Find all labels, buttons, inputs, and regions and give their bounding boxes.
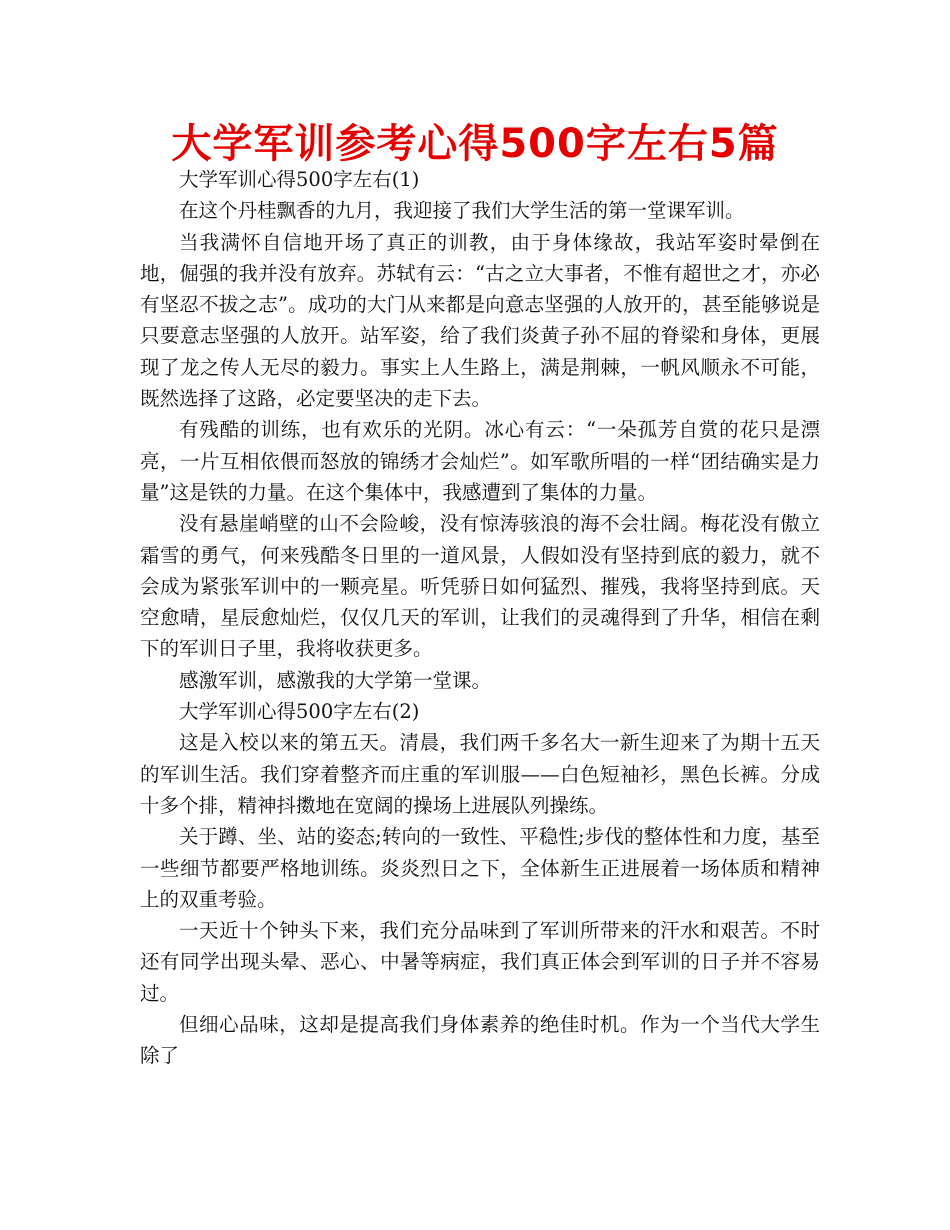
paragraph: 一天近十个钟头下来，我们充分品味到了军训所带来的汗水和艰苦。不时还有同学出现头晕、恶心、中暑等病症，我们真正体会到军训的日子并不容易过。: [140, 919, 820, 1005]
paragraph: 感激军训，感激我的大学第一堂课。: [179, 668, 492, 692]
paragraph: 关于蹲、坐、站的姿态;转向的一致性、平稳性;步伐的整体性和力度，基至一些细节都要严格地训练。炎炎烈日之下，全体新生正进展着一场体质和精神上的双重考验。: [140, 825, 820, 911]
paragraph: 这是入校以来的第五天。清晨，我们两千多名大一新生迎来了为期十五天的军训生活。我们穿着整齐而庄重的军训服——白色短袖衫，黑色长裤。分成十多个排，精神抖擞地在宽阔的操场上进展队列操练。: [140, 731, 820, 817]
paragraph: 当我满怀自信地开场了真正的训教，由于身体缘故，我站军姿时晕倒在地，倔强的我并没有放弃。苏轼有云：“古之立大事者，不惟有超世之才，亦必有坚忍不拔之志”。成功的大门从来都是向意志坚强的人放开的，甚至能够说是只要意志坚强的人放开。站军姿，给了我们炎黄子孙不屈的脊梁和身体，更展现了龙之传人无尽的毅力。事实上人生路上，满是荆棘，一帆风顺永不可能，既然选择了这路，必定要坚决的走下去。: [140, 230, 820, 411]
paragraph: 没有悬崖峭壁的山不会险峻，没有惊涛骇浪的海不会壮阔。梅花没有傲立霜雪的勇气，何来残酷冬日里的一道风景，人假如没有坚持到底的毅力，就不会成为紧张军训中的一颗亮星。听凭骄日如何猛烈、摧残，我将坚持到底。天空愈晴，星辰愈灿烂，仅仅几天的军训，让我们的灵魂得到了升华，相信在剩下的军训日子里，我将收获更多。: [140, 512, 820, 661]
section-heading-1: 大学军训心得500字左右(1): [179, 168, 420, 191]
document-title: 大学军训参考心得500字左右5篇: [171, 121, 779, 167]
paragraph: 在这个丹桂飘香的九月，我迎接了我们大学生活的第一堂课军训。: [179, 199, 745, 223]
section-heading-2: 大学军训心得500字左右(2): [179, 700, 420, 724]
paragraph: 但细心品味，这却是提高我们身体素养的绝佳时机。作为一个当代大学生除了: [140, 1013, 820, 1068]
paragraph: 有残酷的训练，也有欢乐的光阴。冰心有云：“一朵孤芳自赏的花只是漂亮，一片互相依偎而怒放的锦绣才会灿烂”。如军歌所唱的一样“团结确实是力量”这是铁的力量。在这个集体中，我感遭到了集体的力量。: [140, 418, 820, 504]
document-body: [140, 164, 820, 1072]
